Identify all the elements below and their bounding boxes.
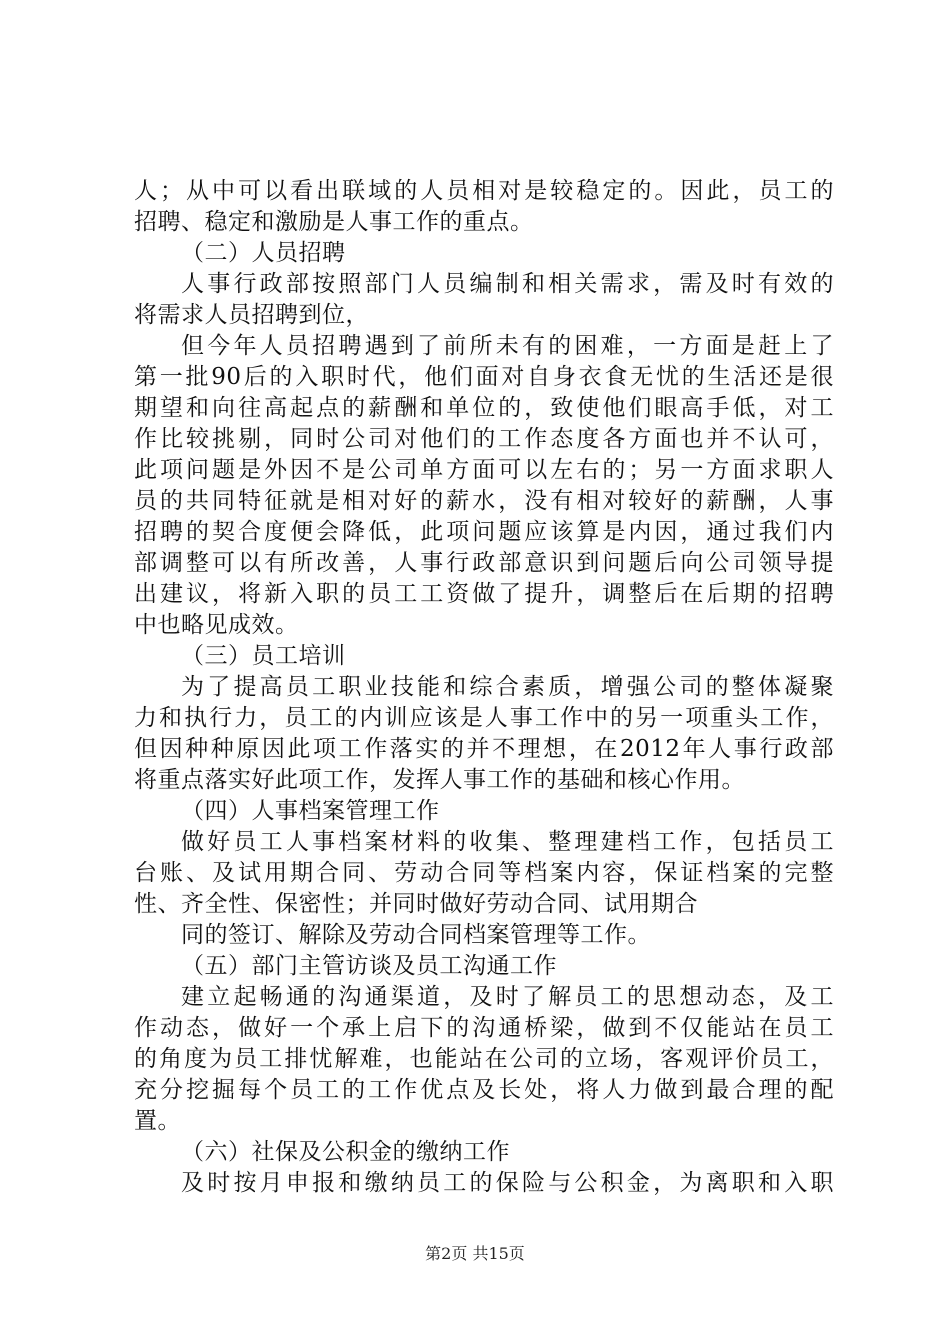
text-line: 人事行政部按照部门人员编制和相关需求，需及时有效的 bbox=[181, 271, 834, 297]
text-line: 的角度为员工排忧解难，也能站在公司的立场，客观评价员工， bbox=[134, 1046, 834, 1072]
text-line: 性、齐全性、保密性；并同时做好劳动合同、试用期合 bbox=[134, 891, 698, 917]
text-line: 建立起畅通的沟通渠道，及时了解员工的思想动态，及工 bbox=[181, 984, 834, 1010]
text-line: 但今年人员招聘遇到了前所未有的困难，一方面是赶上了 bbox=[181, 333, 834, 359]
text-line: 及时按月申报和缴纳员工的保险与公积金，为离职和入职 bbox=[181, 1170, 834, 1196]
text-line: 部调整可以有所改善，人事行政部意识到问题后向公司领导提 bbox=[134, 550, 834, 576]
text-line: 招聘、稳定和激励是人事工作的重点。 bbox=[134, 209, 534, 235]
text-line: 作动态，做好一个承上启下的沟通桥梁，做到不仅能站在员工 bbox=[134, 1015, 834, 1041]
text-line: 此项问题是外因不是公司单方面可以左右的；另一方面求职人 bbox=[134, 457, 834, 483]
text-line: （三）员工培训 bbox=[181, 643, 346, 669]
text-line: 将重点落实好此项工作，发挥人事工作的基础和核心作用。 bbox=[134, 767, 745, 793]
text-line: （二）人员招聘 bbox=[181, 240, 346, 266]
body-text bbox=[134, 176, 834, 1199]
text-line: 员的共同特征就是相对好的薪水，没有相对较好的薪酬，人事 bbox=[134, 488, 834, 514]
text-line: 出建议，将新入职的员工工资做了提升，调整后在后期的招聘 bbox=[134, 581, 834, 607]
text-line: 期望和向往高起点的薪酬和单位的，致使他们眼高手低，对工 bbox=[134, 395, 834, 421]
text-line: （六）社保及公积金的缴纳工作 bbox=[181, 1139, 510, 1165]
text-line: 将需求人员招聘到位， bbox=[134, 302, 369, 328]
page-footer: 第2页 共15页 bbox=[425, 1244, 525, 1263]
text-line: 置。 bbox=[134, 1108, 181, 1134]
text-line: 第一批90后的入职时代，他们面对自身衣食无忧的生活还是很 bbox=[134, 364, 834, 390]
text-line: （五）部门主管访谈及员工沟通工作 bbox=[181, 953, 557, 979]
text-line: 中也略见成效。 bbox=[134, 612, 299, 638]
text-line: 但因种种原因此项工作落实的并不理想，在2012年人事行政部 bbox=[134, 736, 834, 762]
text-line: 人；从中可以看出联域的人员相对是较稳定的。因此，员工的 bbox=[134, 178, 834, 204]
text-line: 作比较挑剔，同时公司对他们的工作态度各方面也并不认可， bbox=[134, 426, 834, 452]
text-line: 招聘的契合度便会降低，此项问题应该算是内因，通过我们内 bbox=[134, 519, 834, 545]
text-line: 为了提高员工职业技能和综合素质，增强公司的整体凝聚 bbox=[181, 674, 834, 700]
text-line: 充分挖掘每个员工的工作优点及长处，将人力做到最合理的配 bbox=[134, 1077, 834, 1103]
text-line: 力和执行力，员工的内训应该是人事工作中的另一项重头工作， bbox=[134, 705, 834, 731]
text-line: 同的签订、解除及劳动合同档案管理等工作。 bbox=[181, 922, 651, 948]
text-line: 做好员工人事档案材料的收集、整理建档工作，包括员工 bbox=[181, 829, 834, 855]
text-line: （四）人事档案管理工作 bbox=[181, 798, 440, 824]
text-line: 台账、及试用期合同、劳动合同等档案内容，保证档案的完整 bbox=[134, 860, 834, 886]
